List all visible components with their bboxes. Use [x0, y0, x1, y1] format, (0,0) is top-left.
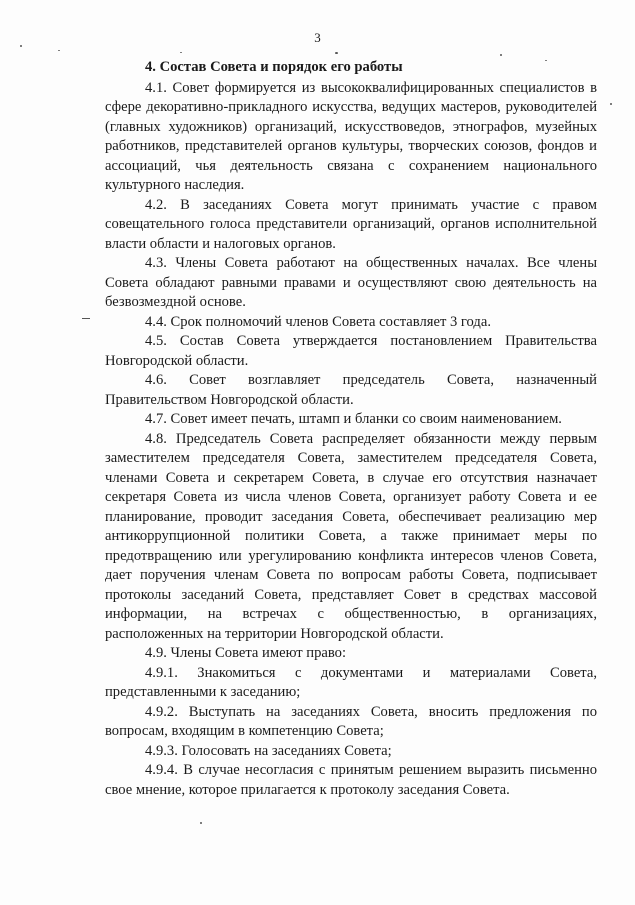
paragraph-4-9-4: 4.9.4. В случае несогласия с принятым решением выразить письменно свое мнение, которое прилагается к протоколу заседания Совета. [105, 762, 597, 798]
scan-speck [20, 45, 22, 47]
paragraph-4-9-2: 4.9.2. Выступать на заседаниях Совета, вносить предложения по вопросам, входящим в компетенцию Совета; [105, 703, 597, 739]
paragraph-4-7: 4.7. Совет имеет печать, штамп и бланки со своим наименованием. [145, 411, 562, 427]
paragraph-4-3: 4.3. Члены Совета работают на общественных началах. Все члены Совета обладают равными правами и осуществляют свою деятельность на безвозмездной основе. [105, 255, 597, 310]
paragraph-4-6: 4.6. Совет возглавляет председатель Совета, назначенный Правительством Новгородской области. [105, 372, 597, 408]
paragraph-4-4: 4.4. Срок полномочий членов Совета составляет 3 года. [145, 313, 491, 330]
scan-speck [82, 318, 90, 319]
scan-speck [200, 822, 202, 824]
page-number: 3 [314, 30, 321, 45]
scan-speck [500, 54, 502, 56]
paragraph-4-9-3: 4.9.3. Голосовать на заседаниях Совета; [145, 742, 392, 759]
paragraph-4-2: 4.2. В заседаниях Совета могут принимать участие с правом совещательного голоса представители организаций, органов исполнительной власти области и налоговых органов. [105, 196, 597, 252]
paragraph-4-1: 4.1. Совет формируется из высококвалифицированных специалистов в сфере декоративно-прикладного искусства, ведущих мастеров, руководителей (главных художников) организаций, искусствоведов, этнографов, музейных работников, представителей органов культуры, творческих союзов, фондов и ассоциаций, чья деятельность связана с сохранением национального культурного наследия. [105, 79, 597, 193]
scan-speck [58, 50, 60, 51]
scan-speck [335, 52, 338, 54]
section-heading: 4. Состав Совета и порядок его работы [145, 59, 403, 75]
paragraph-4-9: 4.9. Члены Совета имеют право: [145, 645, 347, 661]
paragraph-4-9-1: 4.9.1. Знакомиться с документами и материалами Совета, представленными к заседанию; [105, 664, 597, 700]
scan-speck [610, 103, 612, 105]
paragraph-4-5: 4.5. Состав Совета утверждается постановлением Правительства Новгородской области. [105, 333, 597, 369]
document-body [105, 58, 597, 800]
paragraph-4-8: 4.8. Председатель Совета распределяет обязанности между первым заместителем председателя Совета, заместителем председателя Совета, членами Совета и секретарем Совета, в случае его отсутствия назначает секретаря Совета из числа членов Совета, организует работу Совета и ее планирование, проводит заседания Совета, обеспечивает реализацию мер антикоррупционной политики Совета, а также принимает меры по предотвращению или урегулированию конфликта интересов членов Совета, дает поручения членам Совета по вопросам работы Совета, подписывает протоколы заседаний Совета, представляет Совет в средствах массовой информации, на встречах с общественностью, в организациях, расположенных на территории Новгородской области. [105, 430, 597, 642]
scan-speck [180, 52, 182, 53]
